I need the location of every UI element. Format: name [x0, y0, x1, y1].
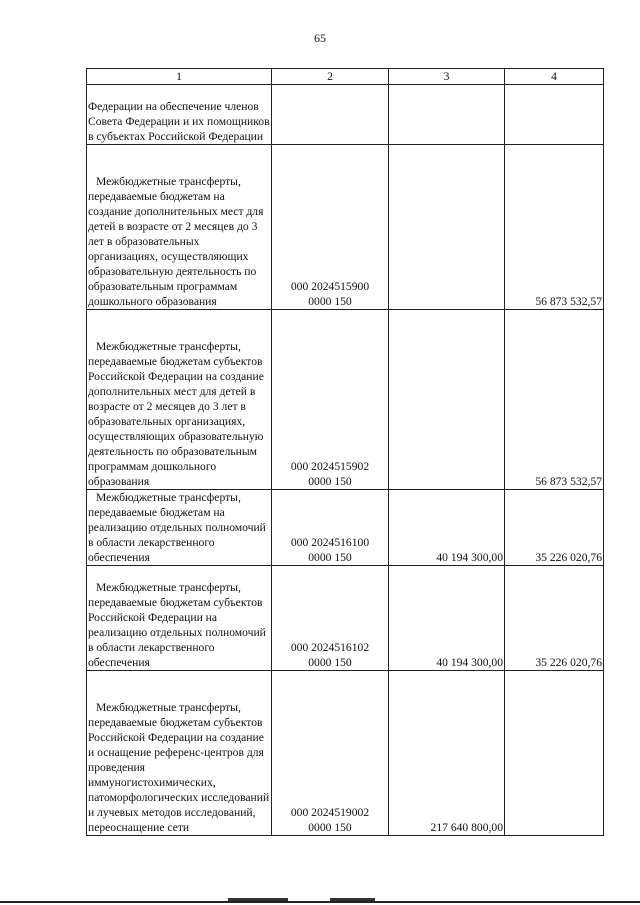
table-row [87, 490, 604, 566]
amount-executed: 35 226 020,76 [505, 566, 604, 671]
row-description: Межбюджетные трансферты, передаваемые бюджетам на реализацию отдельных полномочий в области лекарственного обеспечения [87, 490, 272, 566]
amount-approved: 40 194 300,00 [389, 566, 505, 671]
budget-code: 000 2024515902 0000 150 [272, 310, 389, 490]
budget-code [272, 85, 389, 145]
table-row [87, 85, 604, 145]
amount-approved [389, 145, 505, 310]
table-row [87, 671, 604, 836]
amount-approved: 40 194 300,00 [389, 490, 505, 566]
amount-executed: 56 873 532,57 [505, 145, 604, 310]
amount-executed: 35 226 020,76 [505, 490, 604, 566]
page-number: 65 [314, 31, 326, 45]
table-row [87, 566, 604, 671]
budget-table [86, 68, 604, 836]
column-header: 3 [389, 69, 505, 85]
row-description: Федерации на обеспечение членов Совета Федерации и их помощников в субъектах Российской Федерации [87, 85, 272, 145]
column-header: 4 [505, 69, 604, 85]
amount-executed: 56 873 532,57 [505, 310, 604, 490]
column-header: 2 [272, 69, 389, 85]
bottom-edge-mark [330, 898, 375, 901]
row-description: Межбюджетные трансферты, передаваемые бюджетам на создание дополнительных мест для детей в возрасте от 2 месяцев до 3 лет в образовательных организациях, осуществляющих образовательную деятельность по образовательным программам дошкольного образования [87, 145, 272, 310]
bottom-edge-line [0, 901, 640, 903]
budget-code: 000 2024519002 0000 150 [272, 671, 389, 836]
amount-executed [505, 671, 604, 836]
amount-approved [389, 85, 505, 145]
table-header-row [87, 69, 604, 85]
budget-code: 000 2024516100 0000 150 [272, 490, 389, 566]
row-description: Межбюджетные трансферты, передаваемые бюджетам субъектов Российской Федерации на создание и оснащение референс-центров для проведения иммуногистохимических, патоморфологических исследований и лучевых методов исследований, переоснащение сети [87, 671, 272, 836]
column-header: 1 [87, 69, 272, 85]
row-description: Межбюджетные трансферты, передаваемые бюджетам субъектов Российской Федерации на реализацию отдельных полномочий в области лекарственного обеспечения [87, 566, 272, 671]
amount-executed [505, 85, 604, 145]
budget-code: 000 2024515900 0000 150 [272, 145, 389, 310]
amount-approved [389, 310, 505, 490]
budget-code: 000 2024516102 0000 150 [272, 566, 389, 671]
table-row [87, 145, 604, 310]
bottom-edge-mark [228, 898, 288, 901]
table-row [87, 310, 604, 490]
row-description: Межбюджетные трансферты, передаваемые бюджетам субъектов Российской Федерации на создание дополнительных мест для детей в возрасте от 2 месяцев до 3 лет в образовательных организациях, осуществляющих образовательную деятельность по образовательным программам дошкольного образования [87, 310, 272, 490]
amount-approved: 217 640 800,00 [389, 671, 505, 836]
